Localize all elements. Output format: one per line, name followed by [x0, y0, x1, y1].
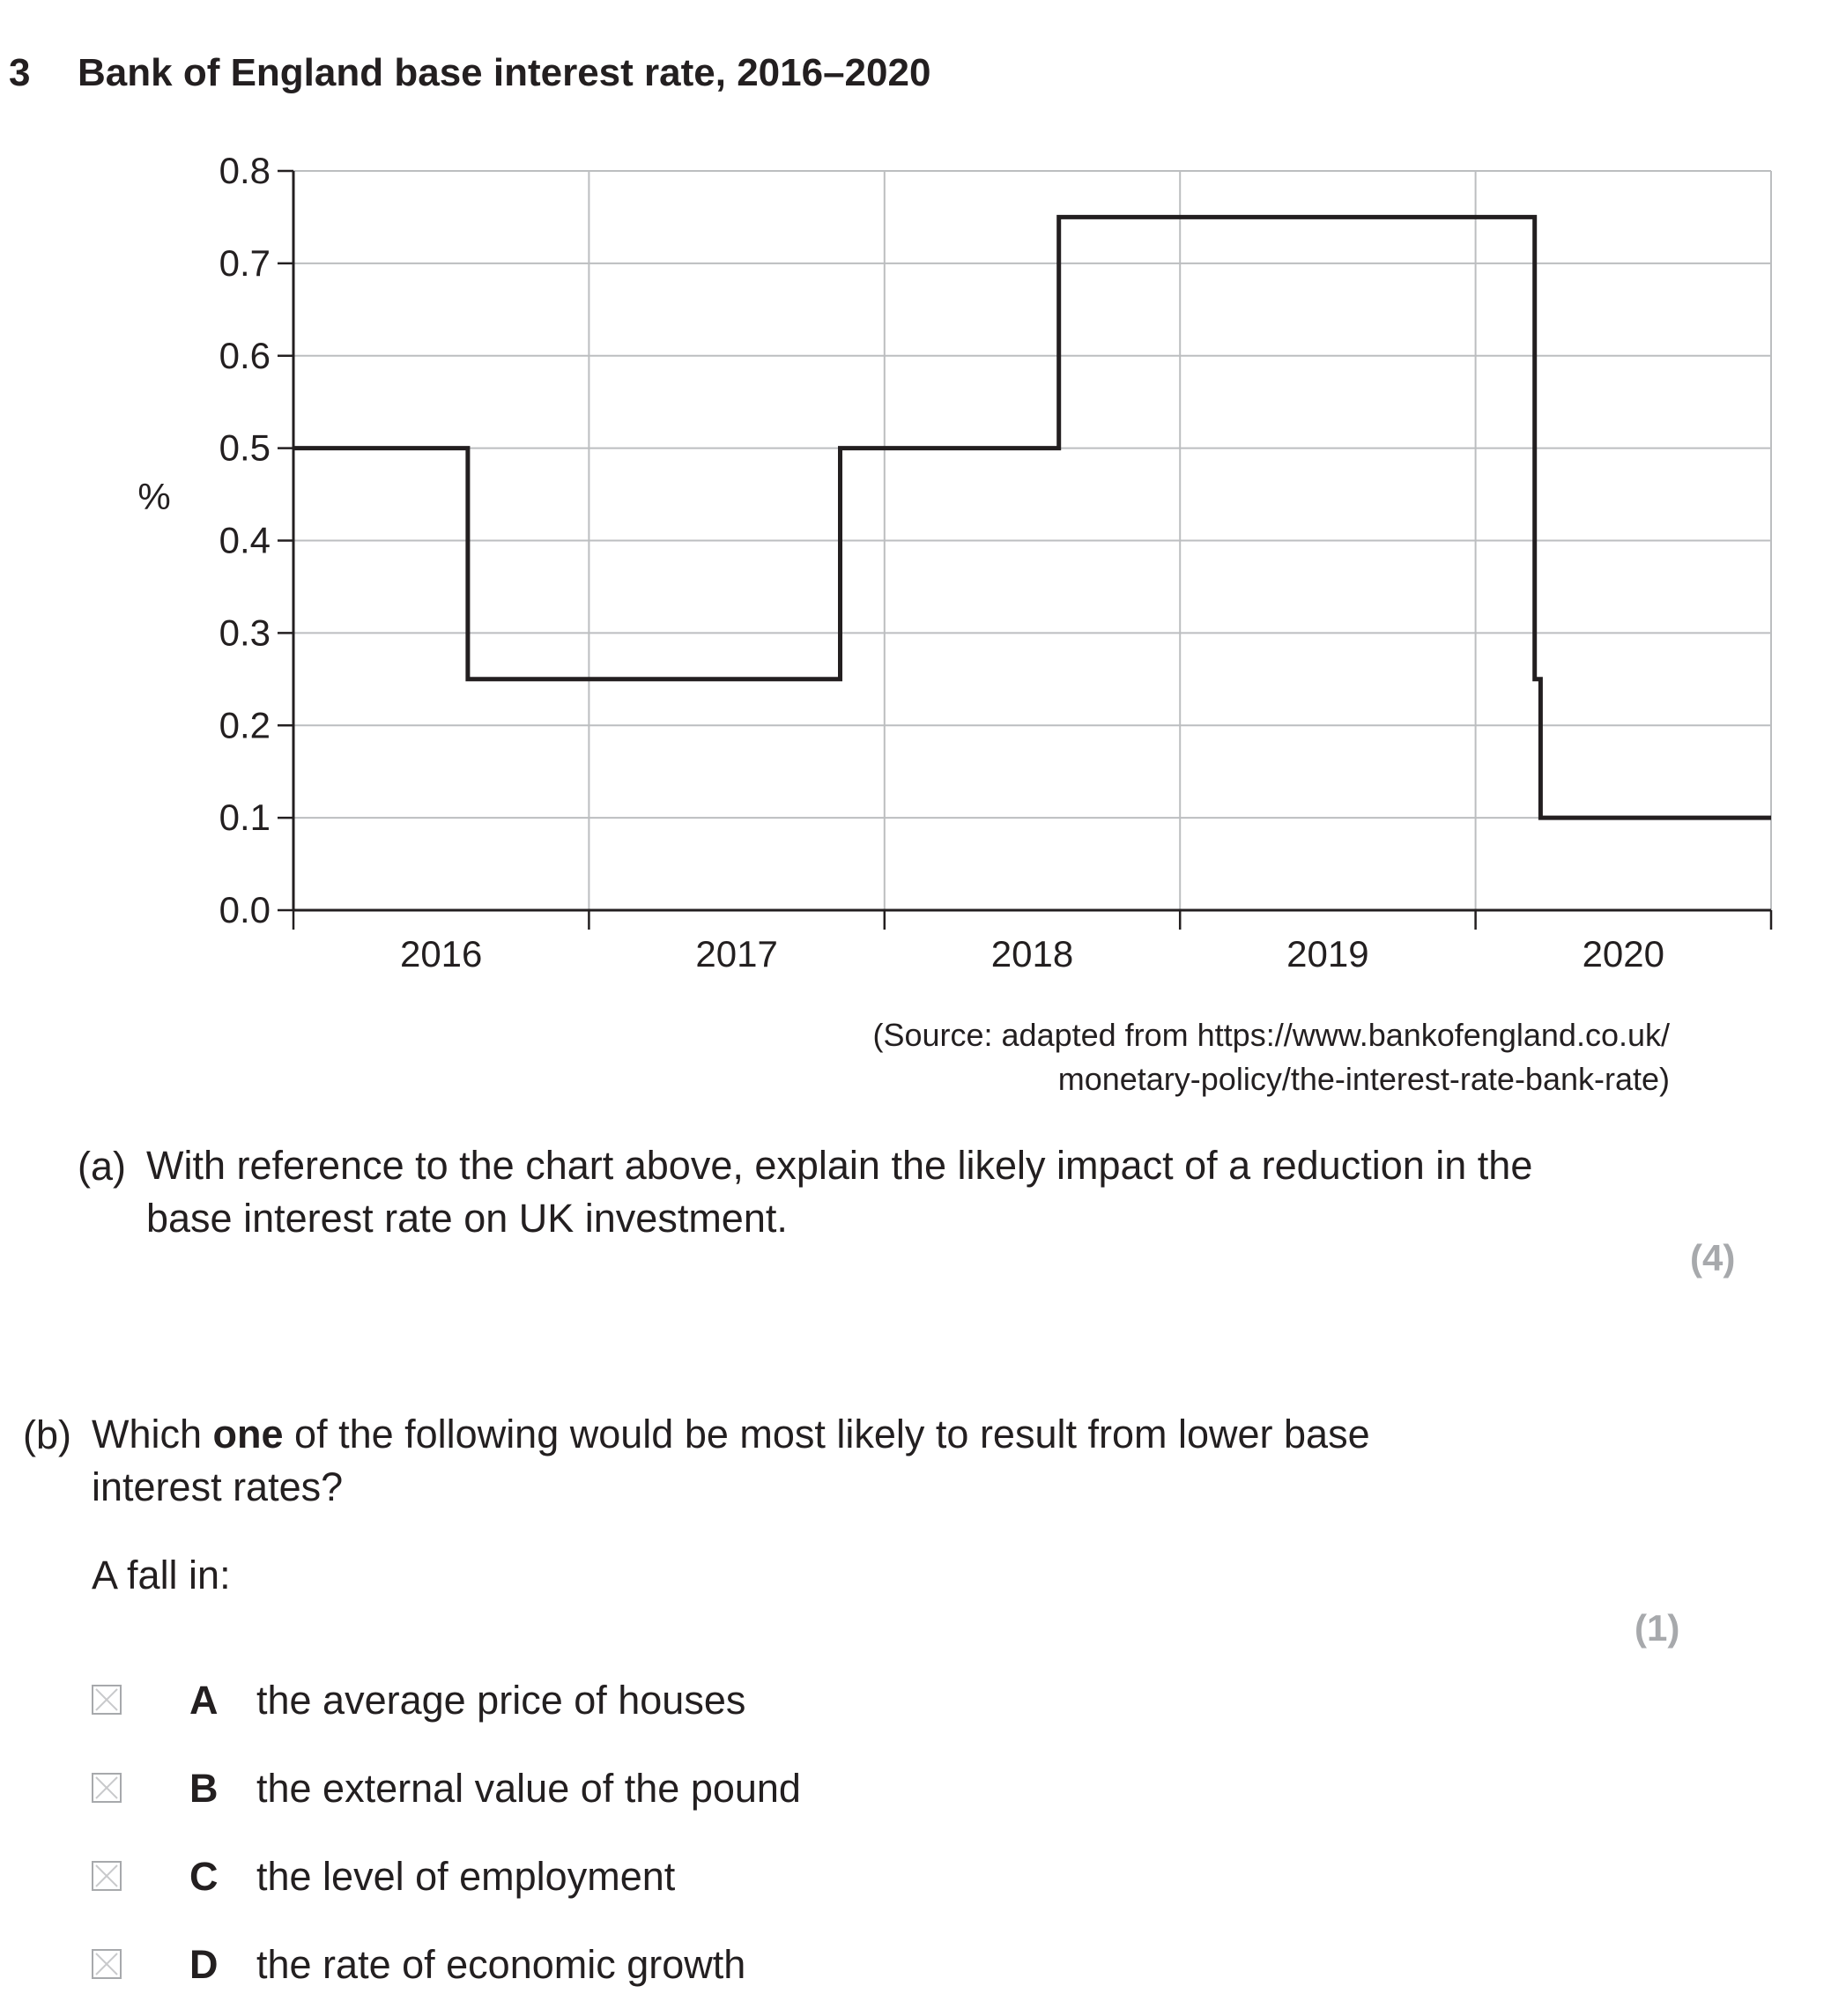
option-c-checkbox[interactable]	[92, 1861, 122, 1891]
y-tick-label: 0.1	[219, 797, 271, 839]
part-a-question	[146, 1139, 1732, 1245]
question-number: 3	[9, 51, 31, 94]
option-d-checkbox[interactable]	[92, 1949, 122, 1979]
part-a-line-1: With reference to the chart above, explain the likely impact of a reduction in the	[146, 1143, 1533, 1188]
y-tick-label: 0.6	[219, 334, 271, 376]
chart-grid	[293, 171, 1771, 910]
cross-box-icon	[93, 1775, 120, 1801]
part-b-line-1	[92, 1408, 1678, 1461]
y-tick-label: 0.0	[219, 889, 271, 930]
chart-source	[872, 1013, 1670, 1101]
option-b-text: the external value of the pound	[256, 1766, 801, 1811]
part-b-emphasis: one	[212, 1412, 284, 1456]
part-b-label: (b)	[23, 1412, 71, 1457]
option-b-letter: B	[189, 1766, 219, 1811]
option-c-text: the level of employment	[256, 1854, 676, 1899]
chart-series	[293, 217, 1771, 818]
part-b-question	[92, 1408, 1678, 1514]
x-tick-label: 2016	[399, 933, 483, 975]
part-b-line-1-start: Which	[92, 1412, 213, 1456]
option-d-letter: D	[189, 1942, 219, 1987]
part-b-stem: A fall in:	[92, 1553, 231, 1597]
source-line-1: (Source: adapted from https://www.bankofengland.co.uk/	[872, 1017, 1670, 1053]
y-tick-label: 0.4	[219, 519, 271, 561]
option-a-letter: A	[189, 1678, 219, 1723]
y-axis-label: %	[137, 476, 171, 517]
chart-labels	[137, 150, 1664, 975]
option-a-checkbox[interactable]	[92, 1685, 122, 1715]
part-b-line-2: interest rates?	[92, 1464, 344, 1509]
option-c-letter: C	[189, 1854, 219, 1899]
cross-box-icon	[93, 1863, 120, 1889]
cross-box-icon	[93, 1686, 120, 1713]
y-tick-label: 0.2	[219, 704, 271, 746]
option-d-text: the rate of economic growth	[256, 1942, 746, 1987]
part-b-marks: (1)	[1635, 1607, 1680, 1649]
base-rate-step-line	[293, 217, 1771, 818]
part-a-line-2: base interest rate on UK investment.	[146, 1196, 788, 1241]
option-b-checkbox[interactable]	[92, 1773, 122, 1803]
part-a-label: (a)	[78, 1144, 126, 1189]
x-tick-label: 2018	[990, 933, 1074, 975]
cross-box-icon	[93, 1951, 120, 1977]
question-title: Bank of England base interest rate, 2016–2020	[78, 51, 931, 94]
y-tick-label: 0.5	[219, 426, 271, 469]
part-b-line-1-end: of the following would be most likely to result from lower base	[283, 1412, 1370, 1456]
y-tick-label: 0.3	[219, 611, 271, 654]
source-line-2: monetary-policy/the-interest-rate-bank-rate)	[1057, 1061, 1670, 1097]
x-tick-label: 2020	[1582, 933, 1665, 975]
option-a-text: the average price of houses	[256, 1678, 746, 1723]
x-tick-label: 2019	[1286, 933, 1369, 975]
x-tick-label: 2017	[695, 933, 778, 975]
y-tick-label: 0.7	[219, 241, 271, 284]
part-a-marks: (4)	[1690, 1237, 1736, 1279]
y-tick-label: 0.8	[219, 150, 271, 191]
